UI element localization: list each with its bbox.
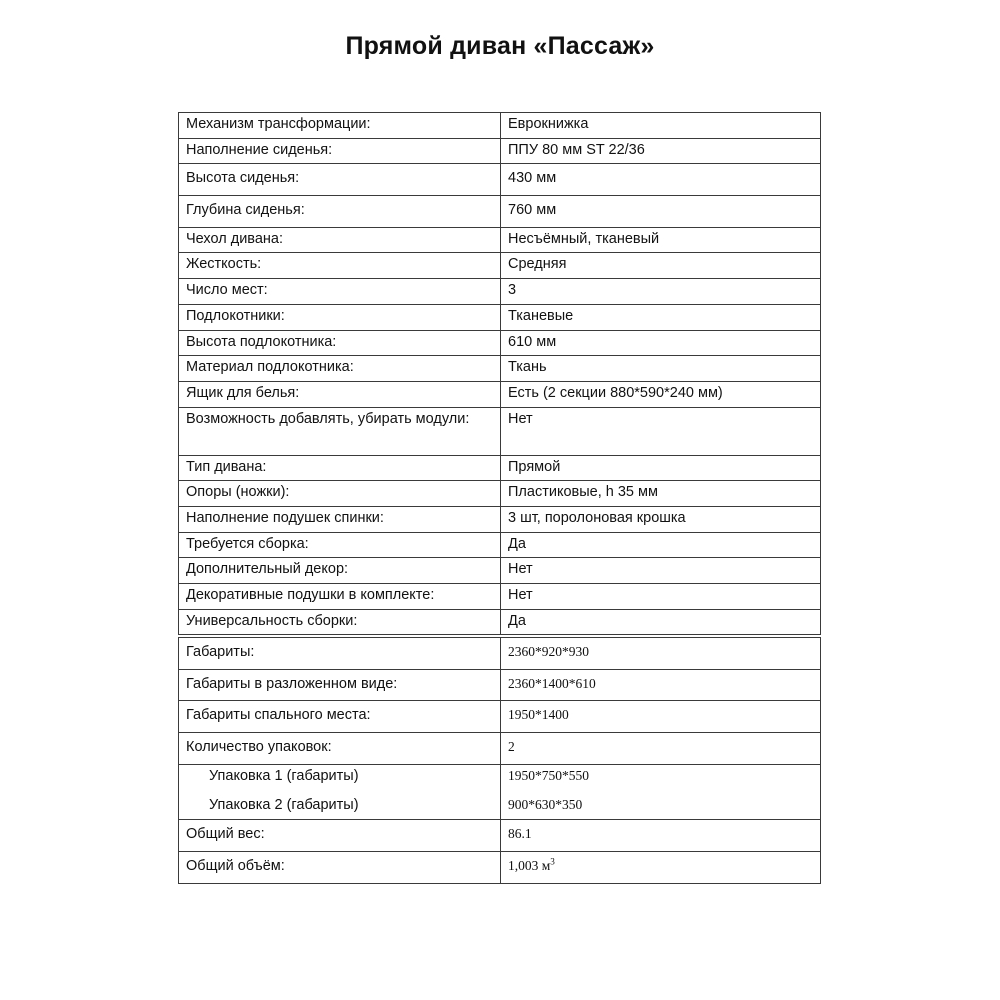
spec-value: Средняя (501, 253, 821, 279)
spec-value: Тканевые (501, 304, 821, 330)
dimension-label: Общий вес: (179, 820, 501, 852)
spec-value: 610 мм (501, 330, 821, 356)
dimension-label: Габариты спального места: (179, 701, 501, 733)
table-row (179, 330, 821, 356)
table-row (179, 669, 821, 701)
table-row (179, 356, 821, 382)
spec-value: Да (501, 532, 821, 558)
spec-label: Опоры (ножки): (179, 481, 501, 507)
spec-label: Декоративные подушки в комплекте: (179, 584, 501, 610)
table-row (179, 506, 821, 532)
dimensions-table (178, 637, 821, 884)
volume-exponent: 3 (550, 856, 555, 867)
table-row (179, 584, 821, 610)
dimension-value: 2360*1400*610 (501, 669, 821, 701)
spec-value: Есть (2 секции 880*590*240 мм) (501, 381, 821, 407)
spec-label: Дополнительный декор: (179, 558, 501, 584)
table-row (179, 851, 821, 883)
dimension-label: Габариты в разложенном виде: (179, 669, 501, 701)
spec-label: Механизм трансформации: (179, 113, 501, 139)
spec-value: Еврокнижка (501, 113, 821, 139)
spec-label: Ящик для белья: (179, 381, 501, 407)
table-row (179, 227, 821, 253)
table-row (179, 455, 821, 481)
table-row (179, 820, 821, 852)
table-row (179, 532, 821, 558)
table-row (179, 764, 821, 793)
table-row (179, 304, 821, 330)
table-row (179, 253, 821, 279)
spec-value: Прямой (501, 455, 821, 481)
dimension-value: 86.1 (501, 820, 821, 852)
table-row (179, 138, 821, 164)
dimension-label: Количество упаковок: (179, 733, 501, 765)
table-row (179, 793, 821, 819)
spec-value: Нет (501, 584, 821, 610)
volume-number: 1,003 м (508, 857, 551, 873)
spec-label: Тип дивана: (179, 455, 501, 481)
spec-value: 430 мм (501, 164, 821, 196)
spec-label: Подлокотники: (179, 304, 501, 330)
table-row (179, 638, 821, 670)
dimension-value: 2360*920*930 (501, 638, 821, 670)
spec-label: Чехол дивана: (179, 227, 501, 253)
spec-value: 3 (501, 279, 821, 305)
spec-value: Да (501, 609, 821, 635)
spec-label: Жесткость: (179, 253, 501, 279)
dimension-value: 1950*1400 (501, 701, 821, 733)
dimension-value: 1950*750*550 (501, 764, 821, 793)
spec-label: Высота подлокотника: (179, 330, 501, 356)
dimension-label: Габариты: (179, 638, 501, 670)
spec-value: 760 мм (501, 196, 821, 228)
spec-label: Высота сиденья: (179, 164, 501, 196)
spec-value: Пластиковые, h 35 мм (501, 481, 821, 507)
spec-label: Наполнение подушек спинки: (179, 506, 501, 532)
spec-label: Наполнение сиденья: (179, 138, 501, 164)
spec-value: Нет (501, 407, 821, 455)
dimension-label: Упаковка 2 (габариты) (179, 793, 501, 819)
spec-label: Возможность добавлять, убирать модули: (179, 407, 501, 455)
table-row (179, 407, 821, 455)
spec-label: Материал подлокотника: (179, 356, 501, 382)
table-row (179, 701, 821, 733)
spec-label: Универсальность сборки: (179, 609, 501, 635)
dimension-value: 2 (501, 733, 821, 765)
table-row (179, 381, 821, 407)
table-row (179, 279, 821, 305)
spec-label: Число мест: (179, 279, 501, 305)
spec-label: Глубина сиденья: (179, 196, 501, 228)
dimension-label: Общий объём: (179, 851, 501, 883)
dimension-value-volume (501, 851, 821, 883)
spec-value: Нет (501, 558, 821, 584)
dimension-value: 900*630*350 (501, 793, 821, 819)
spec-value: Несъёмный, тканевый (501, 227, 821, 253)
table-row (179, 113, 821, 139)
spec-label: Требуется сборка: (179, 532, 501, 558)
dimension-label: Упаковка 1 (габариты) (179, 764, 501, 793)
page-title: Прямой диван «Пассаж» (345, 32, 655, 60)
table-row (179, 558, 821, 584)
table-row (179, 164, 821, 196)
spec-value: 3 шт, поролоновая крошка (501, 506, 821, 532)
table-row (179, 609, 821, 635)
table-row (179, 196, 821, 228)
spec-value: Ткань (501, 356, 821, 382)
spec-value: ППУ 80 мм ST 22/36 (501, 138, 821, 164)
table-row (179, 733, 821, 765)
specification-table (178, 112, 821, 635)
table-row (179, 481, 821, 507)
